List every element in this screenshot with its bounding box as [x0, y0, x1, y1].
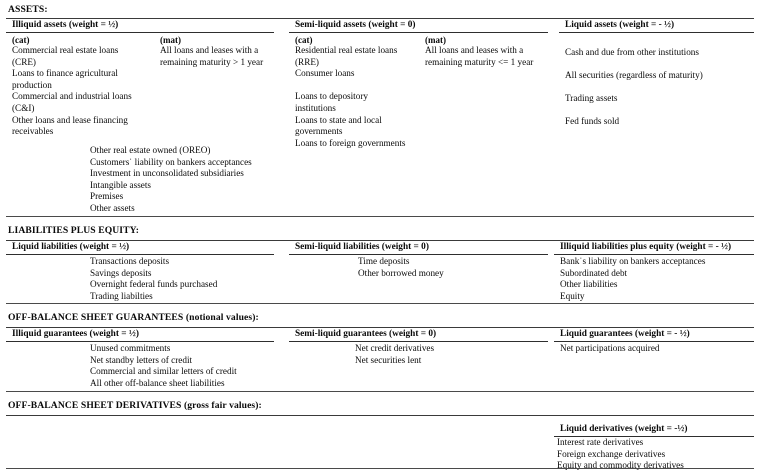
liabilities-top-rule: [6, 240, 754, 241]
list-item: Cash and due from other institutions: [565, 46, 699, 57]
subcolumn-label: (cat): [12, 35, 30, 45]
assets-bottom-rule: [6, 216, 754, 217]
list-item: Other loans and lease financing: [12, 114, 128, 125]
assets-shared-items: [90, 145, 390, 215]
subcolumn-label: (cat): [295, 35, 313, 45]
derivatives-bottom-rule: [6, 468, 754, 469]
guarantees-col-rule-liquid: [554, 341, 754, 342]
list-item: governments: [295, 126, 343, 137]
list-item: Other borrowed money: [358, 267, 444, 278]
list-item: Foreign exchange derivatives: [557, 448, 666, 459]
liabilities-col-header-semiliquid: Semi-liquid liabilities (weight = 0): [295, 242, 429, 252]
assets-col-header-illiquid: Illiquid assets (weight = ½): [12, 20, 119, 30]
list-item: Loans to foreign governments: [295, 137, 406, 148]
list-item: Savings deposits: [90, 267, 152, 278]
list-item: Trading assets: [565, 92, 618, 103]
section-title-guarantees: OFF-BALANCE SHEET GUARANTEES (notional values):: [8, 312, 259, 323]
list-item: Equity and commodity derivatives: [557, 460, 684, 471]
assets-col-header-liquid: Liquid assets (weight = - ½): [565, 20, 675, 30]
list-item: Other real estate owned (OREO): [90, 145, 211, 155]
list-item: Loans to state and local: [295, 114, 382, 125]
list-item: Bankˈs liability on bankers acceptances: [560, 256, 706, 266]
guarantees-col-rule-illiquid: [6, 341, 274, 342]
list-item: remaining maturity > 1 year: [160, 56, 264, 67]
section-title-assets: ASSETS:: [8, 4, 48, 15]
list-item: (CRE): [12, 56, 36, 67]
list-item: Subordinated debt: [560, 267, 628, 278]
list-item: Commercial and similar letters of credit: [90, 366, 237, 377]
assets-liquid: [565, 35, 760, 128]
list-item: (RRE): [295, 56, 319, 67]
list-item: Unused commitments: [90, 343, 171, 353]
list-item: Net securities lent: [355, 354, 422, 365]
list-item: Intangible assets: [90, 179, 151, 190]
guarantees-col-header-semiliquid: Semi-liquid guarantees (weight = 0): [295, 329, 437, 339]
list-item: Equity: [560, 290, 585, 301]
list-item: Overnight federal funds purchased: [90, 279, 218, 290]
list-item: receivables: [12, 126, 54, 137]
list-item: All securities (regardless of maturity): [565, 69, 703, 80]
list-item: Commercial and industrial loans: [12, 91, 132, 102]
derivatives-top-rule: [6, 415, 754, 416]
assets-col-rule-liquid: [559, 32, 754, 33]
list-item: institutions: [295, 102, 336, 113]
section-title-derivatives: OFF-BALANCE SHEET DERIVATIVES (gross fair values):: [8, 400, 262, 411]
assets-col-header-semiliquid: Semi-liquid assets (weight = 0): [295, 20, 416, 30]
list-item: Other liabilities: [560, 279, 618, 290]
guarantees-col-rule-semiliquid: [289, 341, 548, 342]
assets-col-rule-semiliquid: [289, 32, 548, 33]
list-item: Other assets: [90, 202, 135, 213]
assets-col-rule-illiquid: [6, 32, 274, 33]
assets-illiquid-mat: [160, 35, 285, 68]
list-item: Net credit derivatives: [355, 343, 435, 353]
list-item: Loans to depository: [295, 91, 368, 102]
list-item: Interest rate derivatives: [557, 437, 644, 447]
list-item: Residential real estate loans: [295, 45, 398, 55]
liabilities-bottom-rule: [6, 303, 754, 304]
list-item: Time deposits: [358, 256, 410, 266]
liabilities-col-rule-liquid: [6, 254, 274, 255]
guarantees-liquid-items: [560, 343, 760, 355]
list-item: Net participations acquired: [560, 343, 660, 353]
list-item: Investment in unconsolidated subsidiaries: [90, 168, 244, 179]
list-item: production: [12, 79, 52, 90]
liabilities-semiliquid-items: [358, 256, 558, 279]
list-item: Trading liabilties: [90, 290, 153, 301]
derivatives-liquid-items: [557, 437, 757, 472]
list-item: Commercial real estate loans: [12, 45, 119, 55]
liabilities-col-rule-illiquid: [554, 254, 754, 255]
guarantees-col-header-illiquid: Illiquid guarantees (weight = ½): [12, 329, 139, 339]
liabilities-illiquid-items: [560, 256, 760, 302]
guarantees-semiliquid-items: [355, 343, 555, 366]
list-item: Customersˈ liability on bankers acceptances: [90, 156, 252, 167]
list-item: Consumer loans: [295, 68, 355, 79]
derivatives-col-header-liquid: Liquid derivatives (weight = -½): [560, 424, 688, 434]
liabilities-col-header-illiquid: Illiquid liabilities plus equity (weight = - ½): [560, 242, 732, 252]
guarantees-top-rule: [6, 327, 754, 328]
assets-semiliquid-cat: [295, 35, 425, 149]
guarantees-col-header-liquid: Liquid guarantees (weight = - ½): [560, 329, 690, 339]
list-item: All loans and leases with a: [160, 45, 259, 55]
section-title-liabilities: LIABILITIES PLUS EQUITY:: [8, 225, 140, 236]
list-item: Transactions deposits: [90, 256, 170, 266]
list-item: Net standby letters of credit: [90, 354, 193, 365]
list-item: remaining maturity <= 1 year: [425, 56, 534, 67]
list-item: Loans to finance agricultural: [12, 68, 118, 79]
guarantees-illiquid-items: [90, 343, 300, 389]
list-item: (C&I): [12, 102, 35, 113]
subcolumn-label: (mat): [425, 35, 446, 45]
assets-semiliquid-mat: [425, 35, 550, 68]
list-item: Fed funds sold: [565, 116, 620, 127]
list-item: Premises: [90, 191, 124, 202]
assets-top-rule: [6, 18, 754, 19]
list-item: All other off-balance sheet liabilities: [90, 377, 225, 388]
guarantees-bottom-rule: [6, 391, 754, 392]
list-item: All loans and leases with a: [425, 45, 524, 55]
liabilities-col-header-liquid: Liquid liabilities (weight = ½): [12, 242, 130, 252]
subcolumn-label: (mat): [160, 35, 181, 45]
liabilities-col-rule-semiliquid: [289, 254, 548, 255]
assets-illiquid-cat: [12, 35, 162, 138]
liabilities-liquid-items: [90, 256, 290, 302]
